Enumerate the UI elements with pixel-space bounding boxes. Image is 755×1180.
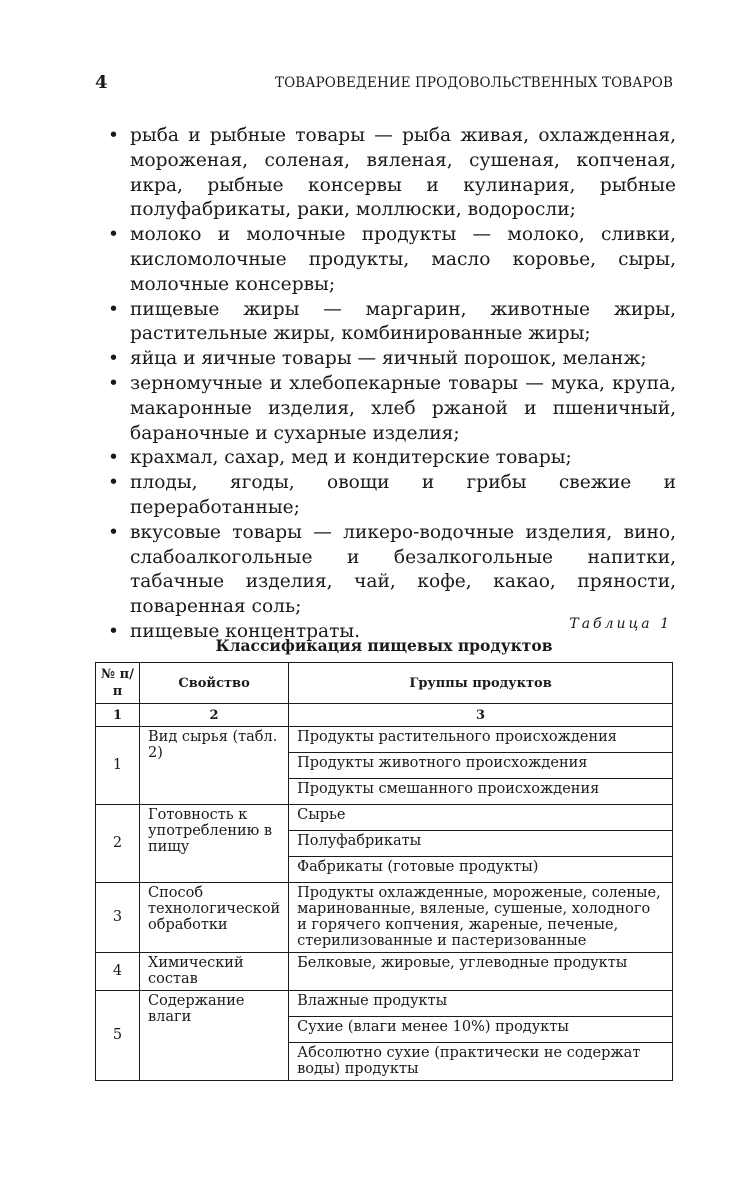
table-row bbox=[96, 953, 673, 991]
bullet-marker: • bbox=[108, 447, 119, 469]
bullet-marker: • bbox=[108, 224, 119, 246]
classification-table bbox=[95, 662, 673, 1081]
column-number-cell: 2 bbox=[140, 704, 289, 727]
table-label: Таблица 1 bbox=[569, 616, 672, 632]
table-row bbox=[96, 991, 673, 1017]
header-cell: Свойство bbox=[140, 663, 289, 704]
property-cell: Способ технологической обработки bbox=[140, 883, 289, 953]
running-title: ТОВАРОВЕДЕНИЕ ПРОДОВОЛЬСТВЕННЫХ ТОВАРОВ bbox=[274, 75, 673, 91]
group-cell: Сырье bbox=[289, 805, 673, 831]
group-cell: Белковые, жировые, углеводные продукты bbox=[289, 953, 673, 991]
list-item bbox=[108, 521, 676, 620]
list-item-text: крахмал, сахар, мед и кондитерские товары; bbox=[130, 447, 572, 469]
group-cell: Продукты охлажденные, мороженые, соленые, маринованные, вяленые, сушеные, холодного и горячего копчения, жареные, печеные, стерилизованные и пастеризованные bbox=[289, 883, 673, 953]
group-cell: Влажные продукты bbox=[289, 991, 673, 1017]
list-item-text: вкусовые товары — ликеро-водочные изделия, вино, слабоалкогольные и безалкогольные напитки, табачные изделия, чай, кофе, какао, пряности, поваренная соль; bbox=[130, 521, 676, 618]
bullet-marker: • bbox=[108, 125, 119, 146]
group-cell: Фабрикаты (готовые продукты) bbox=[289, 857, 673, 883]
list-item bbox=[108, 471, 676, 521]
list-item bbox=[108, 124, 676, 223]
group-cell: Продукты животного происхождения bbox=[289, 753, 673, 779]
group-cell: Абсолютно сухие (практически не содержат воды) продукты bbox=[289, 1043, 673, 1081]
list-item-text: пищевые жиры — маргарин, животные жиры, растительные жиры, комбинированные жиры; bbox=[130, 298, 676, 345]
table-row bbox=[96, 805, 673, 831]
bullet-list bbox=[108, 124, 676, 645]
list-item bbox=[108, 223, 676, 297]
page-number: 4 bbox=[95, 72, 108, 93]
header-cell: Группы продуктов bbox=[289, 663, 673, 704]
row-number-cell: 3 bbox=[96, 883, 140, 953]
list-item-text: плоды, ягоды, овощи и грибы свежие и переработанные; bbox=[130, 472, 676, 518]
table-row bbox=[96, 883, 673, 953]
list-item bbox=[108, 446, 676, 471]
property-cell: Вид сырья (табл. 2) bbox=[140, 727, 289, 805]
group-cell: Сухие (влаги менее 10%) продукты bbox=[289, 1017, 673, 1043]
bullet-marker: • bbox=[108, 348, 119, 370]
row-number-cell: 2 bbox=[96, 805, 140, 883]
list-item bbox=[108, 347, 676, 372]
header-cell: № п/п bbox=[96, 663, 140, 704]
property-cell: Содержание влаги bbox=[140, 991, 289, 1081]
bullet-marker: • bbox=[108, 521, 119, 543]
list-item-text: яйца и яичные товары — яичный порошок, меланж; bbox=[130, 348, 647, 370]
list-item bbox=[108, 298, 676, 348]
group-cell: Продукты растительного происхождения bbox=[289, 727, 673, 753]
row-number-cell: 5 bbox=[96, 991, 140, 1081]
property-cell: Химический состав bbox=[140, 953, 289, 991]
bullet-marker: • bbox=[108, 620, 119, 642]
page-header bbox=[95, 72, 673, 94]
table-row bbox=[96, 727, 673, 753]
table-title: Классификация пищевых продуктов bbox=[215, 636, 553, 655]
group-cell: Полуфабрикаты bbox=[289, 831, 673, 857]
column-number-cell: 3 bbox=[289, 704, 673, 727]
bullet-marker: • bbox=[108, 372, 119, 394]
group-cell: Продукты смешанного происхождения bbox=[289, 779, 673, 805]
column-number-cell: 1 bbox=[96, 704, 140, 727]
list-item bbox=[108, 372, 676, 446]
table-header-row bbox=[96, 663, 673, 704]
row-number-cell: 4 bbox=[96, 953, 140, 991]
bullet-marker: • bbox=[108, 298, 119, 320]
property-cell: Готовность к употреблению в пищу bbox=[140, 805, 289, 883]
bullet-marker: • bbox=[108, 472, 119, 494]
column-number-row bbox=[96, 704, 673, 727]
list-item-text: зерномучные и хлебопекарные товары — мука, крупа, макаронные изделия, хлеб ржаной и пшеничный, бараночные и сухарные изделия; bbox=[130, 372, 676, 444]
list-item-text: рыба и рыбные товары — рыба живая, охлажденная, мороженая, соленая, вяленая, сушеная, копченая, икра, рыбные консервы и кулинария, рыбные полуфабрикаты, раки, моллюски, водоросли; bbox=[130, 125, 676, 221]
list-item-text: пищевые концентраты. bbox=[130, 620, 361, 642]
row-number-cell: 1 bbox=[96, 727, 140, 805]
list-item-text: молоко и молочные продукты — молоко, сливки, кисломолочные продукты, масло коровье, сыры, молочные консервы; bbox=[130, 224, 676, 295]
